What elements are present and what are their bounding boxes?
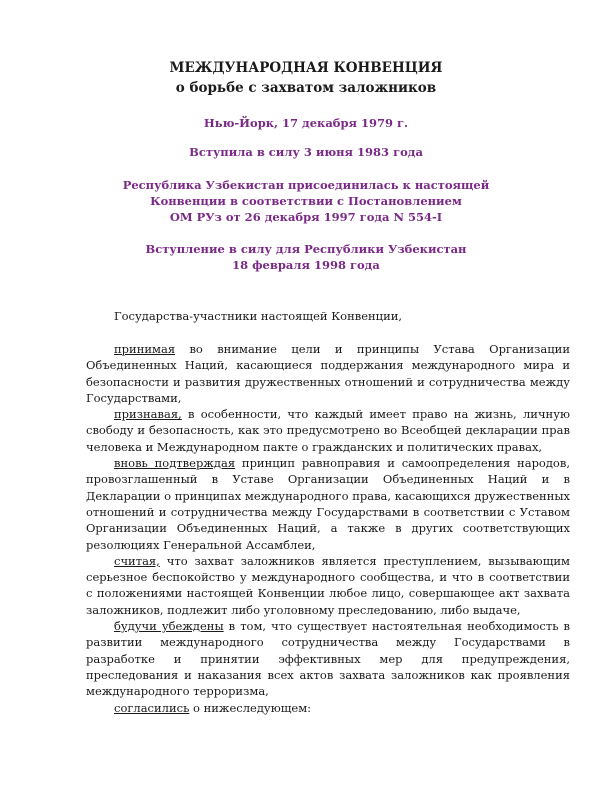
preamble-intro <box>86 308 570 324</box>
uz-entry-into-force <box>0 241 612 273</box>
paragraph-text: принцип равноправия и самоопределения народов, провозглашенный в Уставе Организации Объединенных Наций и в Декларации о принципах международного права, касающихся дружественных отношений и сотрудничества между Государствами в соответствии с Уставом Организации Объединенных Наций, а также в других соответствующих резолюциях Генеральной Ассамблеи, <box>86 456 570 552</box>
preamble-paragraph <box>86 341 570 406</box>
title-line-2: о борьбе с захватом заложников <box>175 80 437 96</box>
preamble-paragraphs <box>86 341 570 716</box>
place-date: Нью-Йорк, 17 декабря 1979 г. <box>203 116 409 130</box>
paragraph-text: в особенности, что каждый имеет право на жизнь, личную свободу и безопасность, как это предусмотрено во Всеобщей декларации прав человека и Международном пакте о гражданских и политических правах, <box>86 407 570 454</box>
entry-into-force: Вступила в силу 3 июня 1983 года <box>189 145 423 159</box>
paragraph-text: во внимание цели и принципы Устава Организации Объединенных Наций, касающиеся поддержания международного мира и безопасности и развития дружественных отношений и сотрудничества между Государствами, <box>86 342 570 405</box>
uz-entry-line-2: 18 февраля 1998 года <box>232 258 380 272</box>
accession-line-2: Конвенции в соответствии с Постановлением <box>150 194 462 208</box>
intro-text: Государства-участники настоящей Конвенции, <box>114 309 403 323</box>
accession-note <box>0 177 612 225</box>
paragraph-keyword: будучи убеждены <box>114 619 224 634</box>
paragraph-keyword: вновь подтверждая <box>114 456 236 471</box>
accession-line-3: ОМ РУз от 26 декабря 1997 года N 554-I <box>169 210 443 224</box>
paragraph-keyword: согласились <box>114 700 190 715</box>
accession-line-1: Республика Узбекистан присоединилась к настоящей <box>122 178 490 192</box>
preamble-paragraph <box>86 700 570 716</box>
paragraph-text: в том, что существует настоятельная необходимость в развитии международного сотрудничества между Государствами в разработке и принятии эффективных мер для предупреждения, преследования и наказания всех актов захвата заложников как проявления международного терроризма, <box>86 619 570 699</box>
paragraph-text: что захват заложников является преступлением, вызывающим серьезное беспокойство у международного сообщества, и что в соответствии с положениями настоящей Конвенции любое лицо, совершающее акт захвата заложников, подлежит либо уголовному преследованию, либо выдаче, <box>86 553 570 617</box>
document-title <box>0 58 612 98</box>
uz-entry-line-1: Вступление в силу для Республики Узбекистан <box>145 242 467 256</box>
paragraph-text: о нижеследующем: <box>189 700 312 715</box>
preamble-paragraph <box>86 455 570 553</box>
paragraph-keyword: признавая, <box>114 407 182 422</box>
preamble-paragraph <box>86 406 570 455</box>
paragraph-keyword: считая, <box>114 553 160 568</box>
paragraph-keyword: принимая <box>114 342 176 356</box>
preamble-paragraph <box>86 618 570 699</box>
preamble-paragraph <box>86 553 570 618</box>
title-line-1: МЕЖДУНАРОДНАЯ КОНВЕНЦИЯ <box>169 60 443 76</box>
